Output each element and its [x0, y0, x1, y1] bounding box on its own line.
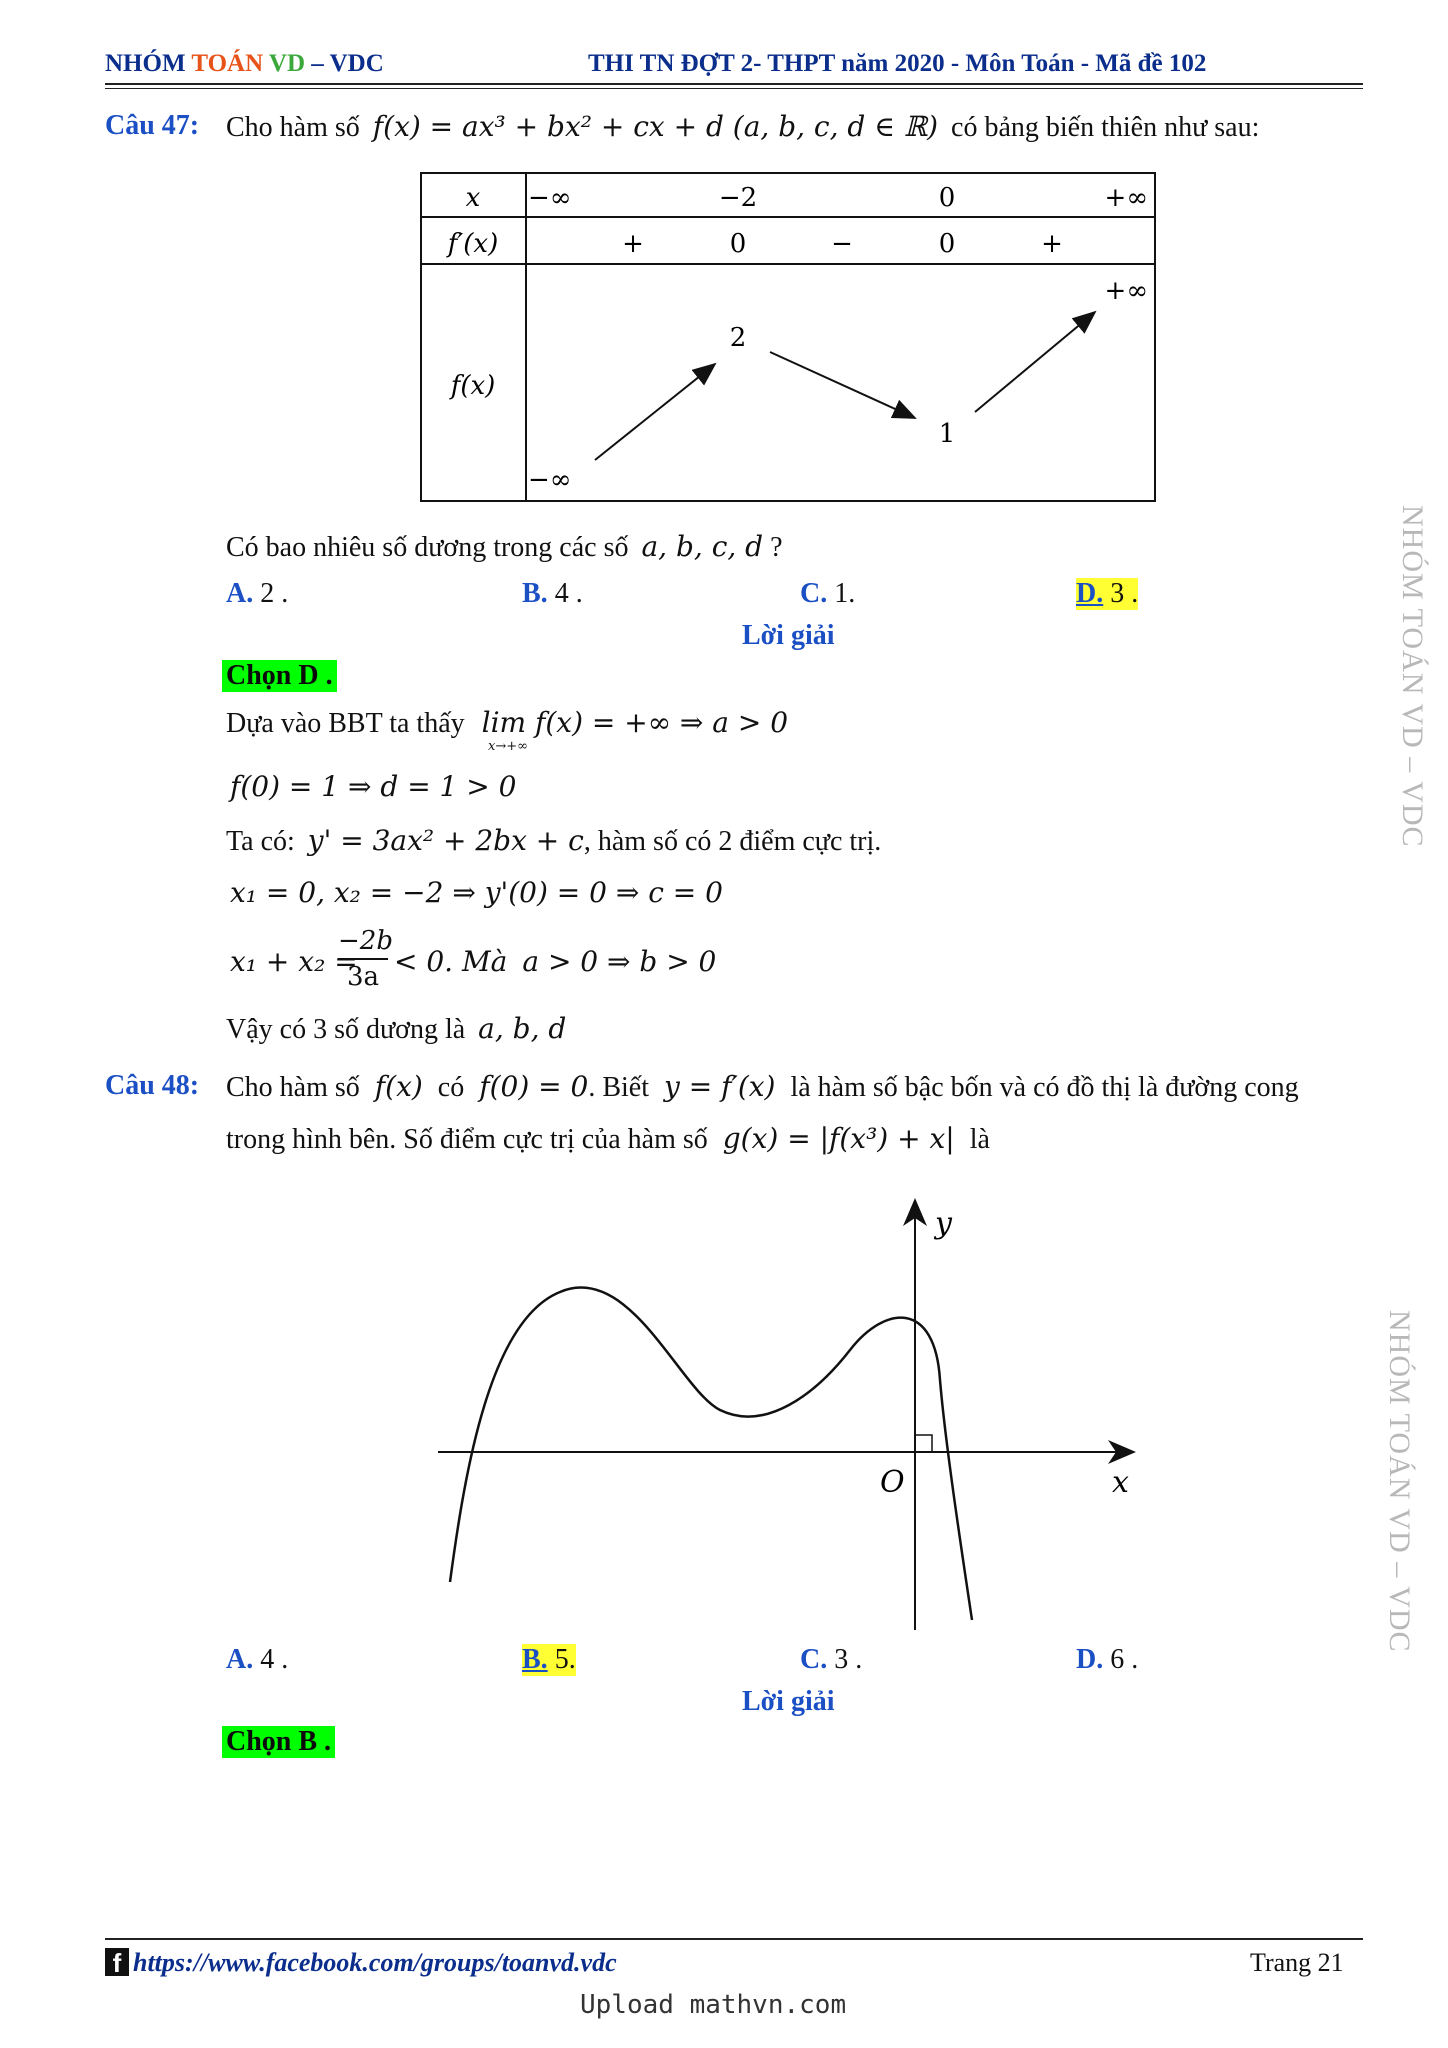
q47-question-text: Có bao nhiêu số dương trong các số	[226, 532, 629, 563]
q47-sol-line3-formula: y' = 3ax² + 2bx + c	[307, 824, 584, 857]
q47-option-b[interactable]	[522, 578, 583, 610]
table-row-f-label: f(x)	[450, 371, 496, 401]
q47-sol-line3	[226, 824, 881, 858]
q48-stem-l2-a: trong hình bên. Số điểm cực trị của hàm số	[226, 1124, 708, 1155]
q48-stem-l1-d: f(0) = 0	[479, 1070, 589, 1103]
table-sign-4: +	[1041, 229, 1063, 259]
header-group-part2: TOÁN	[191, 50, 264, 77]
q47-sol-line5-numerator: −2b	[338, 926, 388, 960]
table-x-value-1: −2	[718, 183, 758, 213]
table-row-x-label: x	[465, 183, 481, 213]
watermark-vertical-2: NHÓM TOÁN VD – VDC	[1383, 1310, 1416, 1653]
q47-option-d-value: 3 .	[1110, 578, 1139, 609]
q47-label: Câu 47:	[105, 110, 200, 141]
footer-upload-text: Upload mathvn.com	[580, 1990, 847, 2020]
q48-stem-l1-b: f(x)	[374, 1070, 423, 1103]
table-border	[421, 173, 1155, 501]
q48-stem-line1	[226, 1070, 1356, 1104]
q47-option-a-letter: A.	[226, 578, 254, 609]
header-group-part3: VD	[263, 50, 306, 77]
header-group-part5: VDC	[329, 50, 384, 77]
q47-stem	[226, 110, 1259, 144]
q47-sol-line6-vars: a, b, d	[478, 1012, 567, 1045]
q48-option-d[interactable]	[1076, 1644, 1138, 1676]
header-exam-title: THI TN ĐỢT 2- THPT năm 2020 - Môn Toán - Mã đề 102	[588, 50, 1207, 77]
q48-option-c[interactable]	[800, 1644, 862, 1676]
q47-solution-title: Lời giải	[742, 620, 835, 651]
graph-right-angle-mark	[915, 1435, 932, 1452]
footer-rule	[105, 1938, 1363, 1940]
q48-graph	[420, 1190, 1140, 1640]
q47-option-b-value: 4 .	[554, 578, 583, 609]
q48-stem-l1-g: là hàm số bậc bốn và có đồ thị là đường cong	[790, 1072, 1299, 1103]
table-x-value-0: −∞	[528, 183, 572, 213]
q47-sol-line6	[226, 1012, 566, 1046]
q47-option-c-letter: C.	[800, 578, 828, 609]
q48-stem-l1-e: . Biết	[588, 1072, 650, 1103]
q47-stem-post: có bảng biến thiên như sau:	[951, 112, 1260, 143]
table-sign-1: 0	[729, 229, 747, 259]
q48-option-a[interactable]	[226, 1644, 288, 1676]
q47-option-d-letter: D.	[1076, 578, 1104, 609]
q47-option-d[interactable]	[1076, 578, 1138, 610]
table-row-fp-label: f′(x)	[447, 229, 499, 259]
footer-page-number: Trang 21	[1250, 1948, 1344, 1977]
q48-option-c-value: 3 .	[834, 1644, 863, 1675]
q48-stem-l2-c: là	[969, 1124, 990, 1155]
q47-chosen-answer: Chọn D .	[222, 660, 337, 692]
q47-sol-line2: f(0) = 1 ⇒ d = 1 > 0	[230, 770, 517, 803]
q47-sol-line5-right	[394, 945, 716, 979]
q48-option-b[interactable]	[522, 1644, 576, 1676]
table-sign-3: 0	[938, 229, 956, 259]
q47-stem-formula: f(x) = ax³ + bx² + cx + d (a, b, c, d ∈ ℝ)	[372, 110, 939, 143]
q47-question	[226, 530, 783, 564]
q48-stem-l1-a: Cho hàm số	[226, 1072, 360, 1103]
q48-option-b-value: 5.	[554, 1644, 576, 1675]
q47-variation-table	[420, 172, 1156, 504]
q47-sol-line6-pre: Vậy có 3 số dương là	[226, 1014, 466, 1045]
table-f-value-1: 2	[729, 323, 747, 353]
footer-url-link[interactable]: https://www.facebook.com/groups/toanvd.vdc	[133, 1948, 617, 1977]
table-sign-2: −	[831, 229, 853, 259]
q47-sol-line5-right-text: < 0. Mà	[394, 945, 508, 978]
q47-option-c-value: 1.	[834, 578, 856, 609]
q48-option-a-letter: A.	[226, 1644, 254, 1675]
graph-y-label: y	[935, 1206, 952, 1241]
table-sign-0: +	[622, 229, 644, 259]
q47-question-end: ?	[770, 532, 783, 563]
q48-solution-title: Lời giải	[742, 1686, 835, 1717]
q47-option-a[interactable]	[226, 578, 288, 610]
q47-question-vars: a, b, c, d	[641, 530, 764, 563]
table-f-value-0: −∞	[528, 465, 572, 495]
q47-sol-line1-sub: x→+∞	[488, 739, 528, 754]
q48-chosen-answer: Chọn B .	[222, 1726, 335, 1758]
q47-sol-line3-post: , hàm số có 2 điểm cực trị.	[583, 826, 882, 857]
header-group-name	[105, 50, 384, 78]
q47-sol-line1	[226, 706, 788, 740]
q48-option-d-letter: D.	[1076, 1644, 1104, 1675]
header-group-part4: –	[305, 50, 330, 77]
q47-sol-line5-left: x₁ + x₂ =	[230, 945, 358, 978]
table-x-value-2: 0	[938, 183, 956, 213]
q47-stem-pre: Cho hàm số	[226, 112, 360, 143]
q47-sol-line5-fraction	[338, 926, 393, 992]
q47-option-a-value: 2 .	[260, 578, 289, 609]
q47-option-b-letter: B.	[522, 578, 548, 609]
table-f-value-2: 1	[938, 419, 956, 449]
q47-sol-line3-pre: Ta có:	[226, 826, 295, 857]
facebook-icon[interactable]: f	[105, 1948, 129, 1976]
q48-stem-line2	[226, 1122, 990, 1156]
q48-stem-l1-c: có	[437, 1072, 465, 1103]
q47-sol-line1-pre: Dựa vào BBT ta thấy	[226, 708, 465, 739]
header-group-part1: NHÓM	[105, 50, 192, 77]
graph-origin-label: O	[880, 1465, 905, 1500]
q47-sol-line4: x₁ = 0, x₂ = −2 ⇒ y'(0) = 0 ⇒ c = 0	[230, 876, 723, 909]
q48-option-d-value: 6 .	[1110, 1644, 1139, 1675]
table-arrow-increasing-2	[975, 312, 1095, 412]
q48-option-c-letter: C.	[800, 1644, 828, 1675]
q48-stem-l2-b: g(x) = |f(x³) + x|	[722, 1122, 955, 1155]
q47-option-c[interactable]	[800, 578, 855, 610]
table-arrow-decreasing	[770, 352, 915, 418]
q48-option-b-letter: B.	[522, 1644, 548, 1675]
header-rule-thin	[105, 88, 1363, 89]
q48-label: Câu 48:	[105, 1070, 200, 1101]
q48-stem-l1-f: y = f′(x)	[664, 1070, 776, 1103]
q47-sol-line1-formula: lim f(x) = +∞ ⇒ a > 0	[481, 706, 789, 739]
q47-sol-line5-denominator: 3a	[346, 962, 380, 992]
table-f-value-3: +∞	[1104, 276, 1148, 306]
header-rule	[105, 83, 1363, 85]
graph-x-label: x	[1112, 1465, 1129, 1500]
watermark-vertical-1: NHÓM TOÁN VD – VDC	[1396, 505, 1429, 848]
q47-sol-line5-end: a > 0 ⇒ b > 0	[522, 945, 717, 978]
table-x-value-3: +∞	[1104, 183, 1148, 213]
table-arrow-increasing-1	[595, 364, 715, 460]
q48-option-a-value: 4 .	[260, 1644, 289, 1675]
graph-curve-fprime	[450, 1287, 972, 1620]
